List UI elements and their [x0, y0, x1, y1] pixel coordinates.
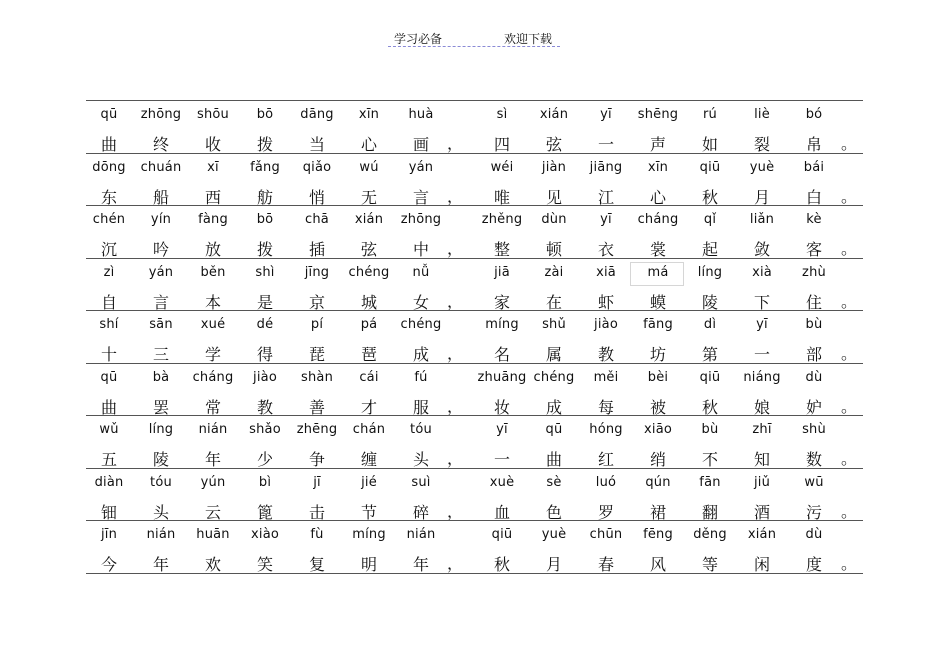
hanzi-character: 当	[308, 135, 326, 154]
pinyin-syllable: bó	[805, 107, 823, 122]
hanzi-character: 妆	[493, 397, 511, 417]
pinyin-syllable: qǐ	[703, 212, 717, 227]
hanzi-character: 无	[360, 187, 378, 207]
hanzi-character: 是	[256, 292, 274, 312]
pinyin-syllable: chūn	[589, 527, 623, 542]
hanzi-character: 三	[152, 345, 170, 364]
pinyin-syllable: jīn	[100, 527, 118, 542]
period-mark: 。	[840, 449, 858, 468]
pinyin-syllable: qū	[100, 107, 118, 122]
pinyin-syllable: míng	[352, 527, 386, 542]
pinyin-syllable: shōu	[196, 107, 230, 122]
pinyin-syllable: wú	[359, 159, 379, 175]
hanzi-character: 吟	[152, 240, 170, 259]
hanzi-character: 罗	[597, 502, 615, 522]
comma-mark: ，	[446, 554, 464, 573]
hanzi-character: 曲	[100, 135, 118, 154]
pinyin-syllable: chén	[92, 212, 126, 227]
pinyin-syllable: qiū	[699, 369, 721, 385]
pinyin-syllable: bù	[805, 317, 823, 332]
hanzi-character: 一	[493, 450, 511, 469]
hanzi-character: 曲	[545, 450, 563, 469]
hanzi-character: 江	[597, 187, 615, 207]
hanzi-character: 才	[360, 397, 378, 417]
hanzi-character: 等	[701, 555, 719, 574]
hanzi-character: 年	[204, 450, 222, 469]
pinyin-syllable: xīn	[647, 159, 669, 175]
period-mark: 。	[840, 344, 858, 363]
hanzi-character: 学	[204, 345, 222, 364]
pinyin-syllable: xiā	[596, 264, 616, 280]
pinyin-syllable: xué	[200, 317, 226, 332]
hanzi-character: 春	[597, 555, 615, 574]
pinyin-syllable: shù	[802, 422, 826, 437]
pinyin-syllable: huān	[196, 527, 230, 542]
comma-mark: ，	[446, 239, 464, 258]
hanzi-character: 今	[100, 555, 118, 574]
hanzi-character: 一	[597, 135, 615, 154]
hanzi-character: 西	[204, 187, 222, 207]
hanzi-character: 教	[256, 397, 274, 417]
pinyin-syllable: zhōng	[140, 107, 182, 122]
hanzi-character: 色	[545, 502, 563, 522]
pinyin-syllable: nián	[406, 527, 436, 542]
poem-row	[86, 205, 863, 258]
hanzi-character: 污	[805, 502, 823, 522]
period-mark: 。	[840, 186, 858, 206]
pinyin-syllable: zhī	[752, 422, 772, 437]
pinyin-syllable: shì	[255, 264, 275, 280]
pinyin-syllable: wū	[804, 474, 824, 490]
pinyin-syllable: bèi	[647, 369, 669, 385]
pinyin-syllable: jiāng	[589, 159, 623, 175]
pinyin-syllable: dùn	[541, 212, 567, 227]
pinyin-syllable: xián	[354, 212, 384, 227]
pinyin-syllable: fú	[414, 369, 428, 385]
poem-row	[86, 100, 863, 153]
hanzi-character: 中	[412, 240, 430, 259]
hanzi-character: 敛	[753, 240, 771, 259]
pinyin-syllable: má	[647, 264, 669, 280]
pinyin-syllable: zì	[103, 264, 115, 280]
pinyin-syllable: zhōng	[400, 212, 442, 227]
hanzi-character: 度	[805, 555, 823, 574]
pinyin-syllable: míng	[485, 317, 519, 332]
hanzi-character: 如	[701, 135, 719, 154]
pinyin-syllable: shǎo	[249, 422, 281, 437]
pinyin-syllable: cái	[359, 369, 379, 385]
hanzi-character: 击	[308, 502, 326, 522]
pinyin-syllable: líng	[148, 422, 174, 437]
pinyin-syllable: qiū	[491, 527, 513, 542]
pinyin-syllable: pí	[310, 317, 324, 332]
pinyin-syllable: chā	[305, 212, 329, 227]
hanzi-character: 裳	[649, 240, 667, 259]
hanzi-character: 成	[412, 345, 430, 364]
hanzi-character: 船	[152, 187, 170, 207]
pinyin-syllable: xī	[207, 159, 219, 175]
pinyin-syllable: yī	[496, 422, 508, 437]
pinyin-syllable: shí	[99, 317, 119, 332]
pinyin-syllable: dù	[805, 369, 823, 385]
hanzi-character: 娘	[753, 397, 771, 417]
hanzi-character: 一	[753, 345, 771, 364]
hanzi-character: 十	[100, 345, 118, 364]
hanzi-character: 月	[545, 555, 563, 574]
hanzi-character: 弦	[360, 240, 378, 259]
comma-mark: ，	[446, 396, 464, 416]
pinyin-syllable: nǚ	[412, 264, 430, 280]
hanzi-character: 声	[649, 135, 667, 154]
pinyin-syllable: qiǎo	[302, 159, 332, 175]
hanzi-character: 整	[493, 240, 511, 259]
pinyin-syllable: děng	[693, 527, 727, 542]
hanzi-character: 第	[701, 345, 719, 364]
pinyin-syllable: jiào	[253, 369, 277, 385]
pinyin-syllable: liè	[754, 107, 770, 122]
pinyin-syllable: yín	[150, 212, 172, 227]
pinyin-syllable: dōng	[92, 159, 126, 175]
pinyin-syllable: zhù	[802, 264, 826, 280]
pinyin-syllable: xuè	[489, 474, 515, 490]
hanzi-character: 名	[493, 345, 511, 364]
hanzi-character: 悄	[308, 187, 326, 207]
hanzi-character: 心	[649, 187, 667, 207]
pinyin-syllable: fǎng	[250, 159, 280, 175]
hanzi-character: 客	[805, 240, 823, 259]
poem-row	[86, 468, 863, 521]
header-right-text: 欢迎下载	[503, 32, 552, 46]
hanzi-character: 放	[204, 240, 222, 259]
hanzi-character: 见	[545, 187, 563, 207]
hanzi-character: 言	[152, 292, 170, 312]
hanzi-character: 陵	[701, 292, 719, 312]
pinyin-syllable: fān	[699, 474, 721, 490]
hanzi-character: 裂	[753, 135, 771, 154]
hanzi-character: 住	[805, 292, 823, 312]
hanzi-character: 欢	[204, 555, 222, 574]
poem-row	[86, 415, 863, 468]
pinyin-syllable: liǎn	[749, 212, 775, 227]
hanzi-character: 琵	[308, 345, 326, 364]
pinyin-syllable: diàn	[94, 474, 124, 490]
hanzi-character: 秋	[701, 187, 719, 207]
pinyin-syllable: chuán	[140, 159, 182, 175]
pinyin-syllable: dì	[703, 317, 717, 332]
pinyin-syllable: zài	[544, 264, 564, 280]
pinyin-syllable: hóng	[589, 422, 623, 437]
pinyin-syllable: shǔ	[542, 317, 566, 332]
pinyin-syllable: jiǔ	[753, 474, 771, 490]
hanzi-character: 碎	[412, 502, 430, 522]
pinyin-syllable: niáng	[743, 369, 781, 385]
pinyin-syllable: běn	[200, 264, 226, 280]
pinyin-syllable: jié	[361, 474, 377, 490]
pinyin-syllable: jī	[313, 474, 321, 490]
pinyin-syllable: chéng	[348, 264, 390, 280]
hanzi-character: 自	[100, 292, 118, 312]
hanzi-character: 翻	[701, 502, 719, 522]
pinyin-syllable: qún	[645, 474, 671, 490]
pinyin-syllable: qū	[100, 369, 118, 385]
hanzi-character: 成	[545, 397, 563, 417]
pinyin-syllable: tóu	[150, 474, 172, 490]
hanzi-character: 得	[256, 345, 274, 364]
pinyin-syllable: xīn	[358, 107, 380, 122]
hanzi-character: 风	[649, 555, 667, 574]
poem-row	[86, 363, 863, 416]
hanzi-character: 言	[412, 187, 430, 207]
hanzi-character: 常	[204, 397, 222, 417]
hanzi-character: 少	[256, 450, 274, 469]
period-mark: 。	[840, 291, 858, 311]
hanzi-character: 血	[493, 502, 511, 522]
pinyin-syllable: sān	[149, 317, 173, 332]
hanzi-character: 属	[545, 345, 563, 364]
pinyin-syllable: huà	[408, 107, 434, 122]
hanzi-character: 五	[100, 450, 118, 469]
hanzi-character: 衣	[597, 240, 615, 259]
hanzi-character: 裙	[649, 502, 667, 522]
pinyin-syllable: bái	[803, 159, 825, 175]
pinyin-syllable: měi	[593, 369, 619, 385]
hanzi-character: 被	[649, 397, 667, 417]
pinyin-syllable: jiàn	[541, 159, 567, 175]
hanzi-character: 帛	[805, 135, 823, 154]
hanzi-character: 钿	[100, 502, 118, 522]
pinyin-syllable: rú	[703, 107, 717, 122]
pinyin-syllable: nián	[198, 422, 228, 437]
hanzi-character: 画	[412, 135, 430, 154]
hanzi-character: 琶	[360, 345, 378, 364]
pinyin-syllable: fāng	[643, 317, 673, 332]
hanzi-character: 下	[753, 292, 771, 312]
hanzi-character: 每	[597, 397, 615, 417]
hanzi-character: 绡	[649, 450, 667, 469]
pinyin-syllable: kè	[806, 212, 822, 227]
pinyin-syllable: tóu	[410, 422, 432, 437]
hanzi-character: 唯	[493, 187, 511, 207]
hanzi-character: 弦	[545, 135, 563, 154]
hanzi-character: 酒	[753, 502, 771, 522]
pinyin-syllable: suì	[411, 474, 431, 490]
hanzi-character: 数	[805, 450, 823, 469]
hanzi-character: 蟆	[649, 292, 667, 312]
pinyin-syllable: yī	[600, 212, 612, 227]
hanzi-character: 本	[204, 292, 222, 312]
pinyin-syllable: yuè	[541, 527, 567, 542]
poem-row	[86, 258, 863, 311]
pinyin-syllable: xiào	[250, 527, 280, 542]
pinyin-syllable: chéng	[533, 369, 575, 385]
hanzi-character: 秋	[493, 555, 511, 574]
pinyin-syllable: chán	[352, 422, 386, 437]
hanzi-character: 部	[805, 345, 823, 364]
pinyin-syllable: qiū	[699, 159, 721, 175]
hanzi-character: 四	[493, 135, 511, 154]
hanzi-character: 起	[701, 240, 719, 259]
hanzi-character: 家	[493, 292, 511, 312]
hanzi-character: 教	[597, 345, 615, 364]
pinyin-syllable: xián	[747, 527, 777, 542]
hanzi-character: 复	[308, 555, 326, 574]
period-mark: 。	[840, 554, 858, 573]
period-mark: 。	[840, 396, 858, 416]
hanzi-character: 年	[412, 555, 430, 574]
hanzi-character: 秋	[701, 397, 719, 417]
pinyin-syllable: yún	[200, 474, 226, 490]
pinyin-syllable: sì	[496, 107, 508, 122]
pinyin-syllable: fàng	[198, 212, 228, 227]
hanzi-character: 服	[412, 397, 430, 417]
hanzi-character: 坊	[649, 345, 667, 364]
comma-mark: ，	[446, 134, 464, 153]
hanzi-character: 东	[100, 187, 118, 207]
period-mark: 。	[840, 501, 858, 521]
hanzi-character: 终	[152, 135, 170, 154]
hanzi-character: 善	[308, 397, 326, 417]
hanzi-character: 争	[308, 450, 326, 469]
hanzi-character: 曲	[100, 397, 118, 417]
pinyin-syllable: shēng	[637, 107, 679, 122]
pinyin-syllable: dāng	[300, 107, 334, 122]
hanzi-character: 罢	[152, 397, 170, 417]
hanzi-character: 明	[360, 555, 378, 574]
hanzi-character: 头	[412, 450, 430, 469]
pinyin-syllable: xiāo	[643, 422, 673, 437]
pinyin-syllable: yán	[408, 159, 434, 175]
hanzi-character: 拨	[256, 240, 274, 259]
pinyin-syllable: nián	[146, 527, 176, 542]
pinyin-syllable: yī	[600, 107, 612, 122]
pinyin-syllable: wéi	[490, 159, 514, 175]
pinyin-syllable: luó	[595, 474, 617, 490]
pinyin-syllable: xián	[539, 107, 569, 122]
hanzi-character: 云	[204, 502, 222, 522]
pinyin-syllable: yuè	[749, 159, 775, 175]
comma-mark: ，	[446, 186, 464, 206]
pinyin-syllable: wǔ	[99, 422, 119, 437]
hanzi-character: 虾	[597, 292, 615, 312]
pinyin-syllable: bà	[152, 369, 170, 385]
pinyin-syllable: dé	[256, 317, 274, 332]
pinyin-syllable: líng	[697, 264, 723, 280]
pinyin-syllable: cháng	[192, 369, 234, 385]
hanzi-character: 在	[545, 292, 563, 312]
pinyin-syllable: bì	[258, 474, 272, 490]
hanzi-character: 篦	[256, 502, 274, 522]
comma-mark: ，	[446, 449, 464, 468]
pinyin-syllable: pá	[360, 317, 378, 332]
pinyin-syllable: shàn	[300, 369, 334, 385]
hanzi-character: 月	[753, 187, 771, 207]
hanzi-character: 红	[597, 450, 615, 469]
poem-row	[86, 310, 863, 363]
hanzi-character: 女	[412, 292, 430, 312]
period-mark: 。	[840, 239, 858, 258]
pinyin-syllable: bō	[256, 212, 274, 227]
hanzi-character: 笑	[256, 555, 274, 574]
pinyin-syllable: fēng	[643, 527, 673, 542]
comma-mark: ，	[446, 291, 464, 311]
comma-mark: ，	[446, 344, 464, 363]
hanzi-character: 城	[360, 292, 378, 312]
hanzi-character: 沉	[100, 240, 118, 259]
pinyin-syllable: yán	[148, 264, 174, 280]
hanzi-character: 顿	[545, 240, 563, 259]
pinyin-syllable: yī	[756, 317, 768, 332]
poem-row	[86, 153, 863, 206]
hanzi-character: 插	[308, 240, 326, 259]
pinyin-syllable: qū	[545, 422, 563, 437]
pinyin-syllable: jiā	[494, 264, 510, 280]
poem-table	[86, 100, 863, 574]
hanzi-character: 头	[152, 502, 170, 522]
comma-mark: ，	[446, 501, 464, 521]
hanzi-character: 妒	[805, 397, 823, 417]
hanzi-character: 年	[152, 555, 170, 574]
pinyin-syllable: bō	[256, 107, 274, 122]
pinyin-syllable: dù	[805, 527, 823, 542]
pinyin-syllable: cháng	[637, 212, 679, 227]
pinyin-syllable: bù	[701, 422, 719, 437]
pinyin-syllable: jiào	[594, 317, 618, 332]
period-mark: 。	[840, 134, 858, 153]
hanzi-character: 白	[805, 187, 823, 207]
page-header	[388, 30, 560, 47]
hanzi-character: 缠	[360, 450, 378, 469]
pinyin-syllable: fù	[310, 527, 324, 542]
poem-row	[86, 520, 863, 574]
pinyin-syllable: sè	[546, 474, 562, 490]
pinyin-syllable: zhuāng	[477, 369, 527, 385]
header-left-text: 学习必备	[394, 32, 443, 46]
hanzi-character: 不	[701, 450, 719, 469]
hanzi-character: 陵	[152, 450, 170, 469]
pinyin-syllable: jīng	[304, 264, 330, 280]
pinyin-syllable: chéng	[400, 317, 442, 332]
pinyin-syllable: xià	[752, 264, 772, 280]
pinyin-syllable: zhěng	[481, 212, 523, 227]
hanzi-character: 拨	[256, 135, 274, 154]
hanzi-character: 知	[753, 450, 771, 469]
hanzi-character: 舫	[256, 187, 274, 207]
pinyin-syllable: zhēng	[296, 422, 338, 437]
hanzi-character: 心	[360, 135, 378, 154]
hanzi-character: 京	[308, 292, 326, 312]
hanzi-character: 节	[360, 502, 378, 522]
hanzi-character: 收	[204, 135, 222, 154]
hanzi-character: 闲	[753, 555, 771, 574]
